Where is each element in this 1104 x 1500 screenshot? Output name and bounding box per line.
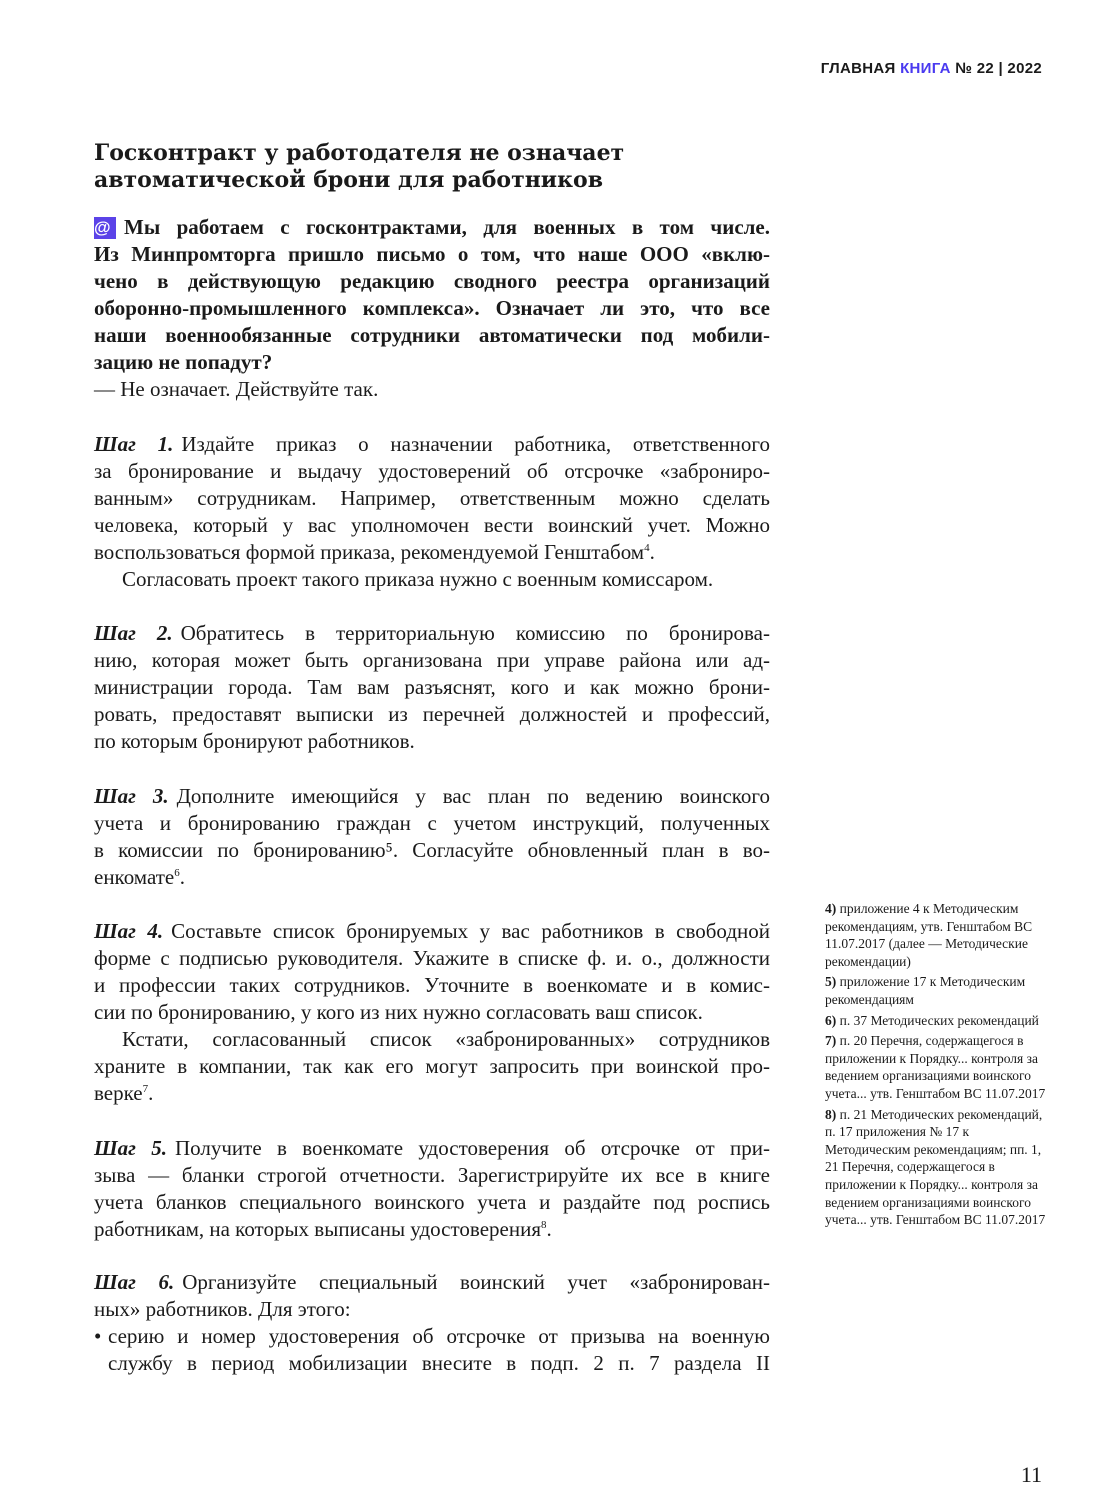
step-block — [94, 431, 770, 593]
step-label: Шаг 5. — [94, 1136, 167, 1160]
text-line: верке$^7$. — [94, 1081, 154, 1105]
text-line: Согласовать проект такого приказа нужно с военным комиссаром. — [122, 567, 714, 591]
footnotes — [825, 900, 1050, 1232]
footnote-ref: 8 — [540, 1219, 547, 1231]
text-line: службу в период мобилизации внесите в подп. 2 п. 7 раздела II — [108, 1351, 770, 1375]
text-line: за бронирование и выдачу удостоверений об отсрочке «заброниро- — [94, 459, 770, 483]
text-line: Шаг 4. Составьте список бронируемых у вас работников в свободной — [94, 919, 770, 943]
footnote-number: 8) — [825, 1106, 837, 1122]
text-line: сии по бронированию, у кого из них нужно согласовать ваш список. — [94, 1000, 703, 1024]
text-line: енкомате$^6$. — [94, 865, 185, 889]
text-line: воспользоваться формой приказа, рекомендуемой Генштабом$^4$. — [94, 540, 655, 564]
text-line: работникам, на которых выписаны удостоверения$^8$. — [94, 1217, 552, 1241]
step-label: Шаг 3. — [94, 784, 169, 808]
text-line: учета бланков специального воинского учета и раздайте под роспись — [94, 1190, 770, 1214]
text-line: Шаг 1. Издайте приказ о назначении работника, ответственного — [94, 432, 770, 456]
footnote-number: 5) — [825, 974, 837, 990]
text-line: Шаг 5. Получите в военкомате удостоверения об отсрочке от при- — [94, 1136, 770, 1160]
question-line: @ Мы работаем с госконтрактами, для военных в том числе. — [94, 215, 770, 239]
text-line: • серию и номер удостоверения об отсрочке от призыва на военную — [94, 1324, 770, 1348]
text-line: по которым бронируют работников. — [94, 729, 415, 753]
text-line: в комиссии по бронированию⁵. Согласуйте обновленный план в во- — [94, 838, 770, 862]
issue-number: № 22 | 2022 — [955, 60, 1042, 77]
text-line: ных» работников. Для этого: — [94, 1297, 351, 1321]
bullet-icon: • — [94, 1324, 102, 1348]
brand-name: ГЛАВНАЯ — [820, 60, 896, 77]
answer-text: — Не означает. Действуйте так. — [94, 377, 379, 401]
footnote: 4) приложение 4 к Методическим рекомендациям, утв. Генштабом ВС 11.07.2017 (далее — Методические рекомендации) — [825, 901, 1033, 969]
footnote-ref: 4 — [644, 542, 650, 554]
step-block — [94, 1269, 770, 1377]
footnote-number: 7) — [825, 1033, 837, 1049]
running-header — [821, 60, 1042, 77]
text-line: Шаг 3. Дополните имеющийся у вас план по ведению воинского — [94, 784, 770, 808]
text-line: Кстати, согласованный список «забронированных» сотрудников — [122, 1027, 770, 1051]
step-label: Шаг 1. — [94, 432, 174, 456]
at-icon: @ — [94, 217, 116, 239]
text-line: Шаг 6. Организуйте специальный воинский учет «забронирован- — [94, 1270, 770, 1294]
text-line: ровать, предоставят выписки из перечней должностей и профессий, — [94, 702, 770, 726]
text-line: министрации города. Там вам разъяснят, кого и как можно брони- — [94, 675, 770, 699]
text-line: учета и бронированию граждан с учетом инструкций, полученных — [94, 811, 770, 835]
footnote-number: 6) — [825, 1012, 837, 1028]
text-line: человека, который у вас уполномочен вести воинский учет. Можно — [94, 513, 770, 537]
text-line: зыва — бланки строгой отчетности. Зарегистрируйте их все в книге — [94, 1163, 770, 1187]
step-label: Шаг 4. — [94, 919, 164, 943]
footnote-ref: 7 — [142, 1083, 149, 1095]
question-line: чено в действующую редакцию сводного реестра организаций — [94, 269, 770, 293]
text-line: нию, которая может быть организована при управе района или ад- — [94, 648, 770, 672]
title-line: автоматической брони для работников — [94, 167, 603, 193]
footnote-ref: 6 — [174, 867, 180, 879]
page-number: 11 — [1020, 1462, 1042, 1487]
question-line: зацию не попадут? — [94, 350, 273, 374]
footnote: 8) п. 21 Методических рекомендаций, п. 17 приложения № 17 к Методическим рекомендациям; пп. 1, 21 Перечня, содержащегося в приложении к Порядку... контроля за ведением организациями воинского учета... утв. Генштабом ВС 11.07.2017 — [825, 1106, 1046, 1228]
footnote-number: 4) — [825, 901, 837, 916]
step-block — [94, 1135, 770, 1243]
question-line: Из Минпромторга пришло письмо о том, что наше ООО «вклю- — [94, 242, 770, 266]
question-block — [94, 214, 770, 403]
step-block — [94, 918, 770, 1107]
footnote: 7) п. 20 Перечня, содержащегося в приложении к Порядку... контроля за ведением организациями воинского учета... утв. Генштабом ВС 11.07.2017 — [825, 1033, 1046, 1101]
article-title — [94, 140, 624, 194]
question-line: наши военнообязанные сотрудники автоматически под мобили- — [94, 323, 770, 347]
step-label: Шаг 6. — [94, 1270, 175, 1294]
step-block — [94, 620, 770, 755]
title-line: Госконтракт у работодателя не означает — [94, 140, 625, 166]
footnote: 5) приложение 17 к Методическим рекомендациям — [825, 974, 1026, 1007]
text-line: ванным» сотрудникам. Например, ответственным можно сделать — [94, 486, 770, 510]
step-block — [94, 783, 770, 891]
text-line: храните в компании, так как его могут запросить при воинской про- — [94, 1054, 770, 1078]
question-line: оборонно-промышленного комплекса». Означает ли это, что все — [94, 296, 770, 320]
footnote: 6) п. 37 Методических рекомендаций — [825, 1012, 1039, 1028]
step-label: Шаг 2. — [94, 621, 173, 645]
text-line: Шаг 2. Обратитесь в территориальную комиссию по бронирова- — [94, 621, 770, 645]
brand-accent: КНИГА — [900, 60, 951, 77]
text-line: и профессии таких сотрудников. Уточните в военкомате и в комис- — [94, 973, 770, 997]
text-line: форме с подписью руководителя. Укажите в списке ф. и. о., должности — [94, 946, 770, 970]
